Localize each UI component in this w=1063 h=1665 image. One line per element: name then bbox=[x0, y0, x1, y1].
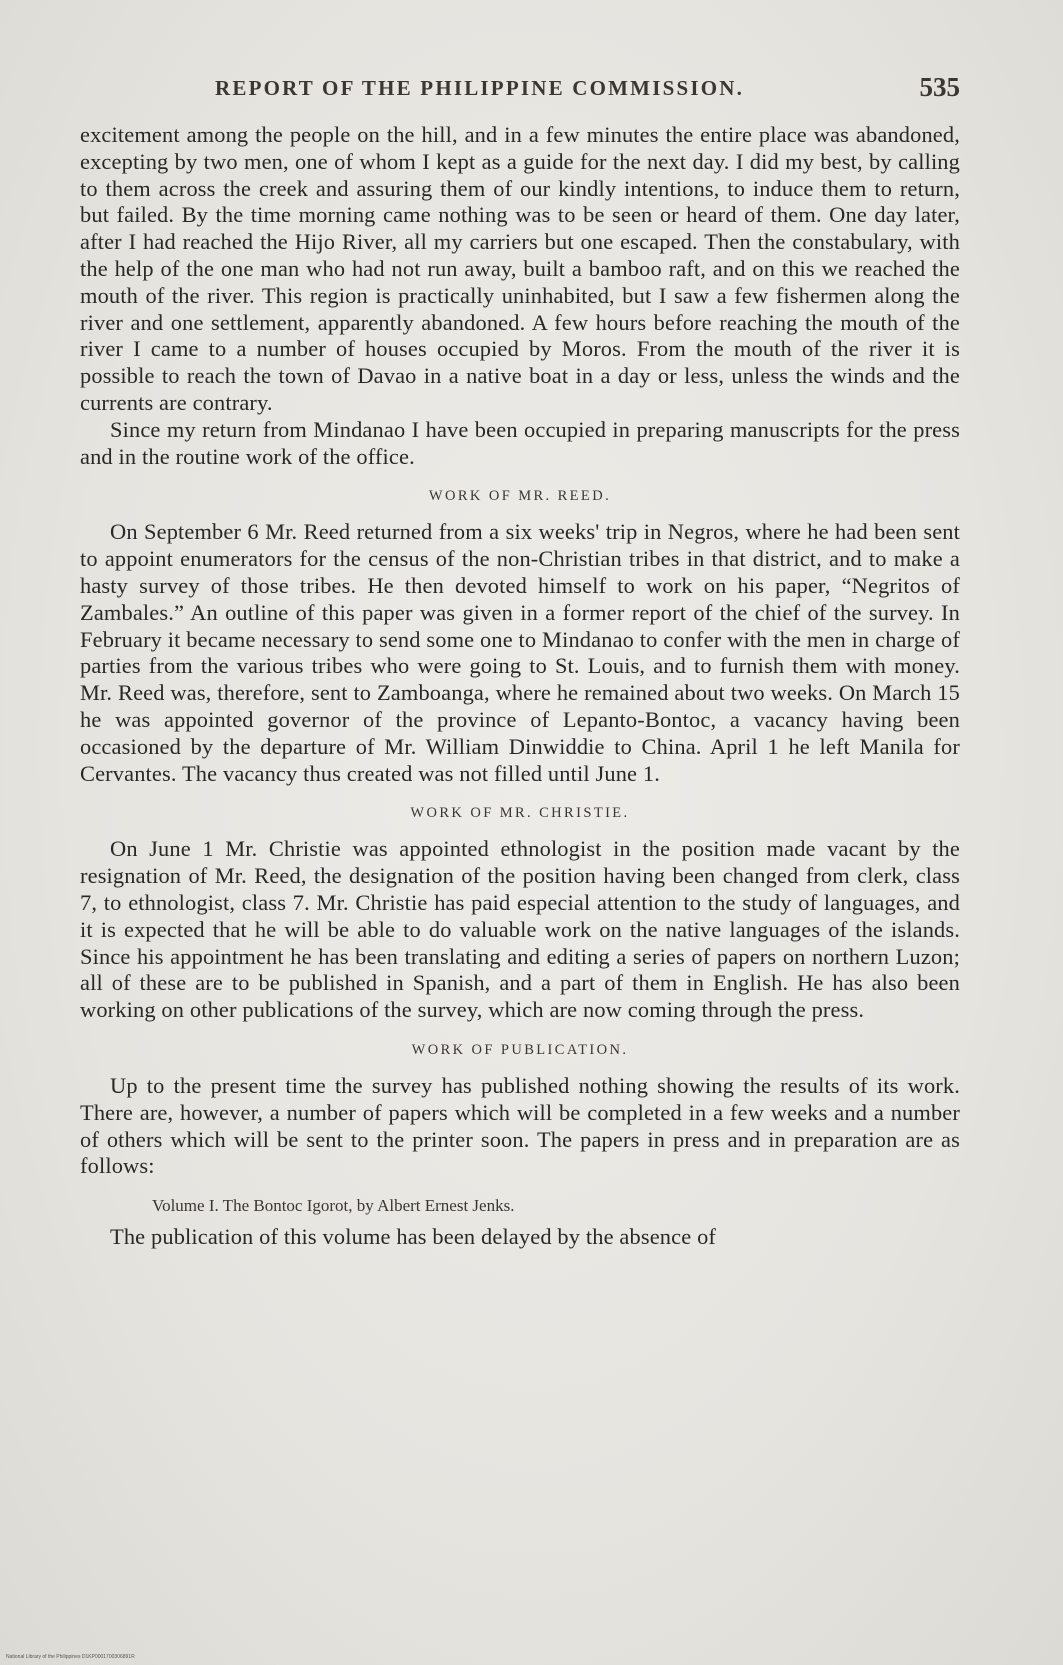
paragraph-excitement: excitement among the people on the hill, and in a few minutes the entire place was abandoned, excepting by two men, one of whom I kept as a guide for the next day. I did my best, by calling to them across the creek and assuring them of our kindly intentions, to induce them to return, but failed. By the time morning came nothing was to be seen or heard of them. One day later, after I had reached the Hijo River, all my carriers but one escaped. Then the constabulary, with the help of the one man who had not run away, built a bamboo raft, and on this we reached the mouth of the river. This region is practically uninhabited, but I saw a few fishermen along the river and one settlement, apparently abandoned. A few hours before reaching the mouth of the river I came to a number of houses occupied by Moros. From the mouth of the river it is possible to reach the town of Davao in a native boat in a day or less, unless the winds and the currents are contrary. bbox=[80, 122, 960, 415]
body-text bbox=[80, 122, 960, 1251]
paragraph-reed: On September 6 Mr. Reed returned from a six weeks' trip in Negros, where he had been sent to appoint enumerators for the census of the non-Christian tribes in that district, and to make a hasty survey of those tribes. He then devoted himself to work on his paper, “Negritos of Zambales.” An outline of this paper was given in a former report of the chief of the survey. In February it became necessary to send some one to Mindanao to confer with the men in charge of parties from the various tribes who were going to St. Louis, and to furnish them with money. Mr. Reed was, therefore, sent to Zamboanga, where he remained about two weeks. On March 15 he was appointed governor of the province of Lepanto-Bontoc, a vacancy having been occasioned by the departure of Mr. William Dinwiddie to China. April 1 he left Manila for Cervantes. The vacancy thus created was not filled until June 1. bbox=[80, 519, 960, 786]
volume-entry: Volume I. The Bontoc Igorot, by Albert Ernest Jenks. bbox=[152, 1196, 515, 1216]
section-heading-christie: WORK OF MR. CHRISTIE. bbox=[410, 805, 630, 822]
section-heading-publication: WORK OF PUBLICATION. bbox=[411, 1041, 629, 1058]
page-number: 535 bbox=[919, 72, 960, 102]
running-title: REPORT OF THE PHILIPPINE COMMISSION. bbox=[215, 76, 745, 100]
paragraph-christie: On June 1 Mr. Christie was appointed ethnologist in the position made vacant by the resignation of Mr. Reed, the designation of the position having been changed from clerk, class 7, to ethnologist, class 7. Mr. Christie has paid especial attention to the study of languages, and it is expected that he will be able to do valuable work on the native languages of the islands. Since his appointment he has been translating and editing a series of papers on northern Luzon; all of these are to be published in Spanish, and a part of them in English. He has also been working on other publications of the survey, which are now coming through the press. bbox=[80, 836, 960, 1023]
library-footer-note: National Library of the Philippines D1KP0001700306891R bbox=[6, 1654, 135, 1660]
page-header bbox=[80, 72, 960, 106]
paragraph-since-return: Since my return from Mindanao I have been occupied in preparing manuscripts for the press and in the routine work of the office. bbox=[80, 416, 960, 469]
section-heading-reed: WORK OF MR. REED. bbox=[428, 488, 612, 505]
paragraph-volume-delay: The publication of this volume has been delayed by the absence of bbox=[110, 1224, 717, 1250]
paragraph-publication: Up to the present time the survey has published nothing showing the results of its work. There are, however, a number of papers which will be completed in a few weeks and a number of others which will be sent to the printer soon. The papers in press and in preparation are as follows: bbox=[80, 1072, 960, 1179]
